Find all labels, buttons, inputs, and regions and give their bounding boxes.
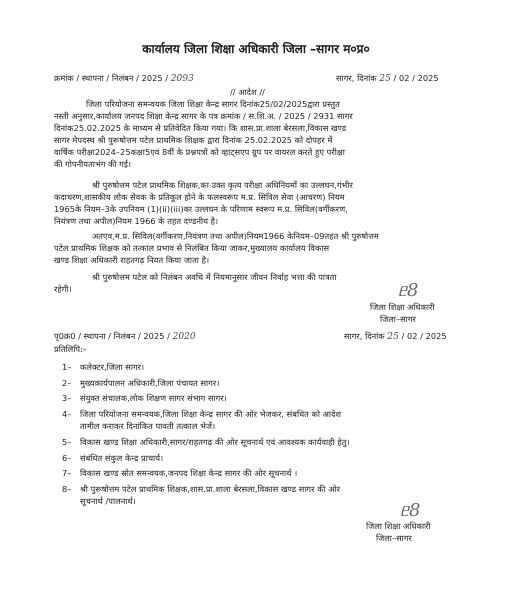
list-item [62, 453, 163, 464]
signature-title: जिला शिक्षा अधिकारी [366, 521, 431, 531]
list-item [62, 378, 219, 389]
list-item [62, 393, 227, 404]
list-item [62, 484, 340, 495]
para1-line: नस्ती अनुसार,कार्यालय जनपद शिक्षा केन्द्र सागर के पत्र क्रमांक / स.शि.अ. / 2025 / 2931 सागर [54, 111, 353, 121]
list-text: जिला परियोजना समन्वयक,जिला शिक्षा केन्द्र सागर की ओर भेजकर, संबधित को आदेश [80, 409, 342, 419]
office-title: कार्यालय जिला शिक्षा अधिकारी जिला –सागर म०प्र० [142, 42, 370, 56]
list-item [62, 468, 297, 479]
para2-line: कदाचरण,शासकीय लोक सेवक के प्रतिकूल होने के फलस्वरूप म.प्र. सिविल सेवा (आचरण) नियम [54, 192, 345, 202]
para1-line: दिनांक25.02.2025 के माध्यम से प्रतिवेदित किया गया। कि शास.प्रा.शाला बेरसला,विकास खण्ड [54, 123, 347, 133]
list-text: कलेक्टर,जिला सागर। [80, 362, 145, 372]
list-num: 5– [62, 437, 72, 447]
signature-title: जिला शिक्षा अधिकारी [370, 302, 435, 312]
signature-mark: ᥱ8 [400, 500, 421, 521]
list-text: विकास खण्ड स्रोत समन्वयक,जनपद शिक्षा केन्द्र सागर की ओर सूचनार्थ । [80, 468, 298, 478]
list-item [62, 409, 341, 420]
order-date [336, 73, 439, 85]
order-reference [54, 73, 194, 85]
signature-mark: ᥱ8 [398, 280, 419, 301]
list-num: 6– [62, 453, 72, 463]
order-date-day: 25 [379, 74, 391, 84]
list-text: संयुक्त संचालक,लोक शिक्षण सागर संभाग सागर। [80, 393, 227, 403]
copy-date-prefix: सागर, दिनांक [344, 331, 385, 341]
para4-line: श्री पुरुषोत्तम पटेल को निलंबन अवधि में नियमानुसार जीवन निर्वाह भत्ता की पात्रता [92, 272, 337, 282]
order-heading: // आदेश // [230, 87, 265, 97]
copy-ref-number: 2020 [172, 332, 196, 342]
copy-date-suffix: / 02 / 2025 [401, 331, 447, 341]
list-num: 3– [62, 393, 72, 403]
list-num: 2– [62, 378, 72, 388]
list-item-continued: सूचनार्थ /पालनार्थ। [80, 496, 136, 506]
signature-district: जिला–सागर [376, 533, 412, 543]
para1-line: सागर मेपदस्थ श्री पुरूषोत्तम पटेल प्राथमिक शिक्षक द्वारा दिनांक 25.02.2025 को दोपहर में [54, 135, 333, 145]
para2-line: 1965के नियम–3के उपनियम (1)(ii)(iii)का उल्लघन के परिणाम स्वरूप म.प्र. सिविल(वर्गीकरण, [54, 204, 348, 214]
para4-line: रहेगी। [54, 284, 72, 294]
copy-heading: प्रतिलिपि:– [54, 344, 88, 354]
list-text: मुख्यकार्यपालन अधिकारी,जिला पंचायत सागर। [80, 378, 220, 388]
para3-line: पटेल प्राथमिक शिक्षक को तत्काल प्रभाव से निलंबित किया जाकर,मुख्यालय कार्यालय विकास [54, 243, 330, 253]
list-text: विकास खण्ड शिक्षा अधिकारी,सागर/राहतगढ़ की ओर सूचनार्थ एवं आवश्यक कार्यवाही हेतु। [80, 437, 350, 447]
signature-district: जिला–सागर [380, 314, 416, 324]
para3-line: खण्ड शिक्षा अधिकारी राहतगढ़ नियत किया जाता है। [54, 255, 210, 265]
copy-date-day: 25 [387, 332, 399, 342]
order-date-prefix: सागर, दिनांक [336, 73, 377, 83]
order-ref-number: 2093 [170, 74, 194, 84]
para2-line: श्री पुरुषोत्तम पटेल प्राथमिक शिक्षक,का उक्त कृत्य परीक्षा अधिनियमों का उल्लघन,गंभीर [92, 180, 353, 190]
para1-line: वार्षिक परीक्षा2024–25कक्षा5एवं 8वीं के प्रश्नपत्रों को व्हाट्सएप ग्रुप पर वायरल करते हुए परीक्षा [54, 147, 345, 157]
para1-line: जिला परियोजना समन्वयक जिला शिक्षा केन्द्र सागर दिनांक25/02/2025द्वारा प्रस्तुत [86, 99, 340, 109]
list-item [62, 437, 350, 448]
list-num: 7– [62, 468, 72, 478]
list-item [62, 362, 144, 373]
list-num: 4– [62, 409, 72, 419]
para3-line: अतएव,म.प्र. सिविल(वर्गीकरण,नियंत्रण तथा अपील)नियम1966 केनियम–09तहत श्री पुरुषोत्तम [92, 231, 379, 241]
list-item-continued: तामील कराकर दिनांकित पावती तत्काल भेजें। [80, 421, 216, 431]
order-date-suffix: / 02 / 2025 [393, 73, 439, 83]
order-ref-prefix: क्रमांक / स्थापना / निलंबन / 2025 / [54, 73, 169, 83]
copy-ref-prefix: पृ0क्र0 / स्थापना / निलंबन / 2025 / [54, 331, 170, 341]
list-text: श्री पुरूषोत्तम पटेल प्राथमिक शिक्षक,शास.प्रा.शाला बेरसला,विकास खण्ड सागर की ओर [80, 484, 341, 494]
list-text: संबंधित संकुल केन्द्र प्राचार्य। [80, 453, 164, 463]
list-num: 8– [62, 484, 72, 494]
copy-date [344, 331, 447, 343]
para1-line: की गोपनीयताभंग की गई। [54, 159, 132, 169]
copy-reference [54, 331, 196, 343]
list-num: 1– [62, 362, 72, 372]
para2-line: नियंत्रण तथा अपील)नियम 1966 के तहत दण्डनीय है। [54, 216, 219, 226]
